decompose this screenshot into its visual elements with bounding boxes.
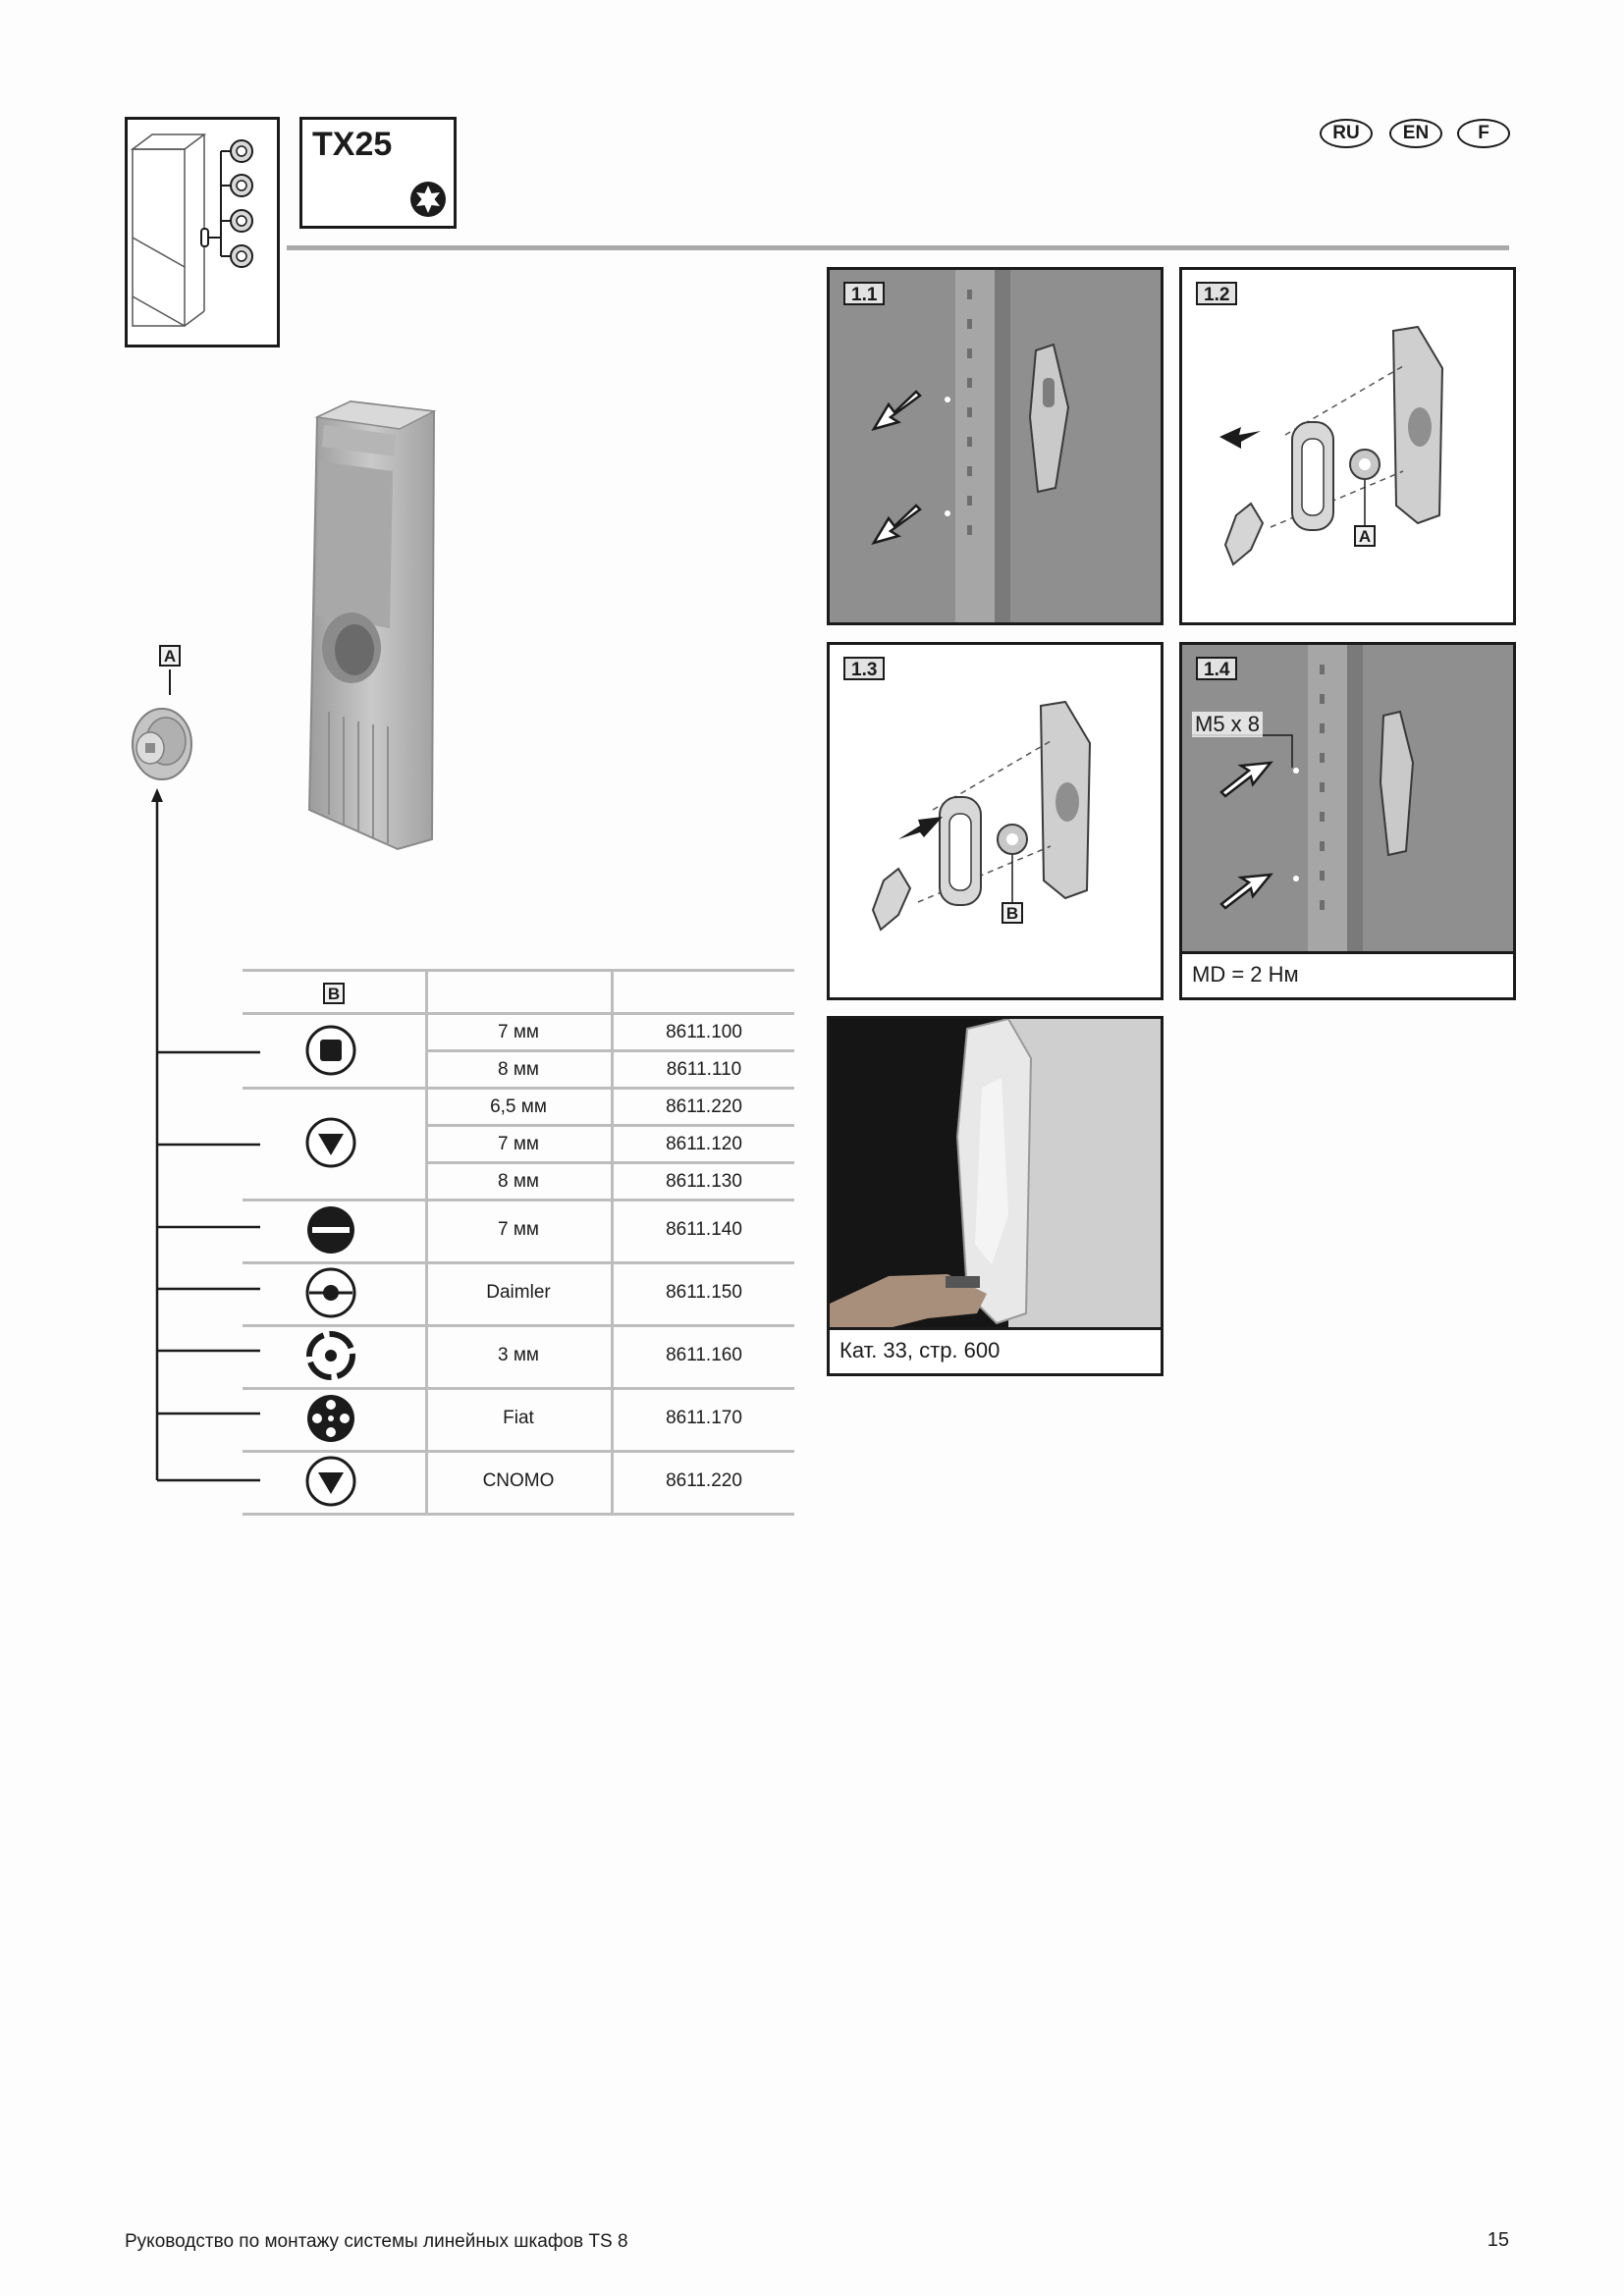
step-1-1-illustration	[830, 270, 1164, 625]
size-cell: 3 мм	[498, 1345, 539, 1365]
step-1-4-illustration	[1182, 645, 1516, 1000]
article-cell: 8611.150	[666, 1282, 742, 1303]
article-cell: 8611.220	[666, 1096, 742, 1117]
article-cell: 8611.120	[666, 1134, 742, 1154]
handle-photo	[830, 1019, 1164, 1376]
torque-value: MD = 2 Нм	[1182, 951, 1513, 997]
article-cell: 8611.100	[666, 1022, 742, 1042]
fiat-insert-icon	[304, 1392, 357, 1445]
size-cell: Fiat	[503, 1408, 534, 1428]
article-cell: 8611.140	[666, 1219, 742, 1240]
step-number: 1.2	[1196, 282, 1237, 305]
step-panel-1-2	[1179, 267, 1516, 625]
article-cell: 8611.130	[666, 1171, 742, 1192]
step-1-3-illustration	[830, 645, 1164, 1000]
square-insert-icon	[304, 1024, 357, 1077]
size-cell: 6,5 мм	[490, 1096, 547, 1117]
footer-title: Руководство по монтажу системы линейных шкафов TS 8	[125, 2231, 628, 2252]
size-cell: 8 мм	[498, 1171, 539, 1192]
tool-name: TX25	[312, 126, 393, 163]
triangle-insert-icon	[304, 1116, 357, 1169]
language-f[interactable]: F	[1457, 119, 1510, 148]
size-cell: 7 мм	[498, 1134, 539, 1154]
part-a-label: A	[159, 645, 181, 667]
step-number: 1.4	[1196, 657, 1237, 680]
size-cell: 8 мм	[498, 1059, 539, 1080]
torx-star-icon	[408, 180, 448, 219]
insert-connector-lines	[147, 780, 260, 1487]
3mm-insert-icon	[304, 1329, 357, 1382]
double-bit-insert-icon	[304, 1203, 357, 1256]
enclosure-location-diagram	[125, 117, 280, 347]
table-header-b: B	[323, 983, 345, 1004]
size-cell: Daimler	[486, 1282, 551, 1303]
language-en[interactable]: EN	[1389, 119, 1442, 148]
screw-spec: M5 x 8	[1192, 712, 1263, 737]
part-a-tag: A	[1354, 525, 1376, 547]
step-panel-1-4	[1179, 642, 1516, 1000]
article-cell: 8611.110	[666, 1059, 742, 1080]
article-cell: 8611.220	[666, 1470, 742, 1491]
step-number: 1.1	[843, 282, 885, 305]
page-number: 15	[1487, 2229, 1509, 2251]
daimler-insert-icon	[304, 1266, 357, 1319]
tool-spec-box	[299, 117, 457, 229]
enclosure-sketch	[128, 120, 277, 345]
size-cell: CNOMO	[482, 1470, 555, 1491]
cnomo-insert-icon	[304, 1455, 357, 1508]
step-number: 1.3	[843, 657, 885, 680]
language-ru[interactable]: RU	[1320, 119, 1373, 148]
step-1-2-illustration	[1182, 270, 1516, 625]
bezel-a-illustration	[123, 667, 201, 795]
size-cell: 7 мм	[498, 1219, 539, 1240]
photo-panel	[827, 1016, 1164, 1376]
header-divider	[287, 245, 1509, 250]
photo-caption: Кат. 33, стр. 600	[830, 1327, 1161, 1373]
part-b-tag: B	[1001, 902, 1023, 924]
article-cell: 8611.160	[666, 1345, 742, 1365]
article-cell: 8611.170	[666, 1408, 742, 1428]
size-cell: 7 мм	[498, 1022, 539, 1042]
step-panel-1-3	[827, 642, 1164, 1000]
step-panel-1-1	[827, 267, 1164, 625]
